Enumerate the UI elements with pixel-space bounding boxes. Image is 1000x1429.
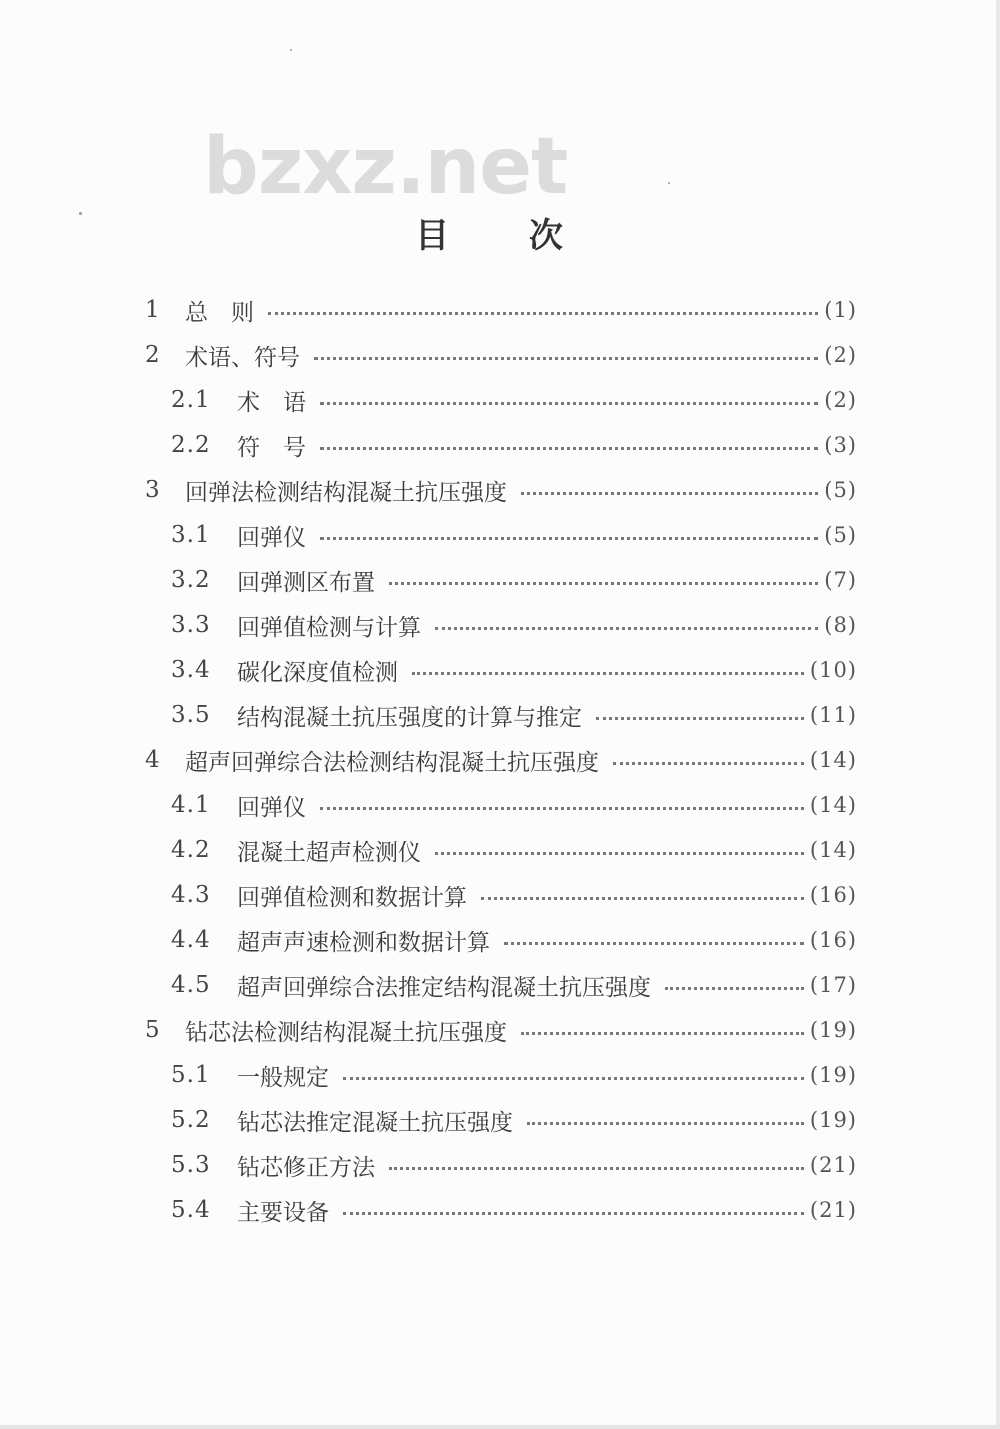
toc-page-number: (19) — [809, 1018, 857, 1042]
toc-entry-title: 钻芯法检测结构混凝土抗压强度 — [185, 1019, 507, 1046]
toc-entry-number: 4 — [145, 747, 161, 773]
toc-section-row[interactable] — [171, 1188, 857, 1232]
dot-leader — [268, 312, 818, 315]
toc-entry-title: 术 语 — [237, 389, 306, 416]
toc-entry-number: 2.1 — [171, 387, 211, 413]
toc-entry-title: 回弹值检测和数据计算 — [237, 884, 467, 911]
toc-section-row[interactable] — [171, 558, 857, 602]
dot-leader — [389, 582, 818, 585]
toc-entry-title: 超声回弹综合法推定结构混凝土抗压强度 — [237, 974, 651, 1001]
toc-entry-number: 1 — [145, 297, 161, 323]
toc-page-number: (1) — [824, 298, 857, 322]
dot-leader — [320, 447, 818, 450]
toc-entry-title: 结构混凝土抗压强度的计算与推定 — [237, 704, 582, 731]
dot-leader — [343, 1077, 804, 1080]
dot-leader — [435, 627, 818, 630]
watermark: bzxz.net — [203, 122, 568, 212]
toc-page-number: (19) — [809, 1108, 857, 1132]
toc-entry-number: 4.3 — [171, 882, 211, 908]
toc-entry-number: 4.5 — [171, 972, 211, 998]
toc-entry-number: 5.4 — [171, 1197, 211, 1223]
toc-entry-number: 3.2 — [171, 567, 211, 593]
toc-section-row[interactable] — [171, 648, 857, 692]
toc-page-number: (21) — [809, 1198, 857, 1222]
toc-page-number: (2) — [824, 343, 857, 367]
dot-leader — [320, 402, 818, 405]
scan-speck — [290, 49, 292, 51]
toc-page-number: (19) — [809, 1063, 857, 1087]
toc-section-row[interactable] — [171, 603, 857, 647]
toc-page-number: (17) — [809, 973, 857, 997]
toc-chapter-row[interactable] — [145, 468, 857, 512]
toc-entry-title: 回弹测区布置 — [237, 569, 375, 596]
dot-leader — [412, 672, 804, 675]
toc-section-row[interactable] — [171, 1143, 857, 1187]
toc-entry-number: 4.1 — [171, 792, 211, 818]
toc-entry-number: 3.3 — [171, 612, 211, 638]
dot-leader — [596, 717, 804, 720]
toc-page-number: (14) — [809, 838, 857, 862]
dot-leader — [521, 1032, 804, 1035]
toc-chapter-row[interactable] — [145, 738, 857, 782]
toc-entry-title: 碳化深度值检测 — [237, 659, 398, 686]
toc-section-row[interactable] — [171, 513, 857, 557]
page-edge-bottom — [0, 1425, 1000, 1429]
toc-section-row[interactable] — [171, 378, 857, 422]
toc-entry-title: 回弹法检测结构混凝土抗压强度 — [185, 479, 507, 506]
toc-entry-title: 术语、符号 — [185, 344, 300, 371]
page-title: 目 次 — [415, 216, 597, 256]
toc-entry-number: 3.5 — [171, 702, 211, 728]
toc-page-number: (11) — [809, 703, 857, 727]
dot-leader — [320, 537, 818, 540]
toc-page-number: (7) — [824, 568, 857, 592]
toc-chapter-row[interactable] — [145, 288, 857, 332]
toc-entry-title: 一般规定 — [237, 1064, 329, 1091]
toc-entry-title: 钻芯修正方法 — [237, 1154, 375, 1181]
toc-page-number: (14) — [809, 748, 857, 772]
dot-leader — [521, 492, 818, 495]
toc-page-number: (21) — [809, 1153, 857, 1177]
dot-leader — [665, 987, 804, 990]
toc-entry-number: 5.1 — [171, 1062, 211, 1088]
dot-leader — [343, 1212, 804, 1215]
dot-leader — [613, 762, 804, 765]
toc-section-row[interactable] — [171, 783, 857, 827]
toc-page-number: (5) — [824, 523, 857, 547]
toc-entry-number: 5 — [145, 1017, 161, 1043]
toc-section-row[interactable] — [171, 828, 857, 872]
toc-section-row[interactable] — [171, 423, 857, 467]
toc-entry-number: 4.2 — [171, 837, 211, 863]
toc-entry-number: 3.1 — [171, 522, 211, 548]
toc-entry-title: 回弹仪 — [237, 524, 306, 551]
toc-section-row[interactable] — [171, 963, 857, 1007]
toc-entry-number: 5.3 — [171, 1152, 211, 1178]
toc-entry-title: 回弹值检测与计算 — [237, 614, 421, 641]
toc-page-number: (16) — [809, 928, 857, 952]
dot-leader — [504, 942, 804, 945]
toc-section-row[interactable] — [171, 918, 857, 962]
toc-entry-number: 5.2 — [171, 1107, 211, 1133]
toc-page-number: (5) — [824, 478, 857, 502]
toc-entry-title: 总 则 — [185, 299, 254, 326]
toc-entry-number: 3 — [145, 477, 161, 503]
toc-entry-number: 2 — [145, 342, 161, 368]
toc-section-row[interactable] — [171, 1098, 857, 1142]
toc-page-number: (8) — [824, 613, 857, 637]
toc-section-row[interactable] — [171, 1053, 857, 1097]
toc-page-number: (10) — [809, 658, 857, 682]
toc-entry-title: 混凝土超声检测仪 — [237, 839, 421, 866]
toc-page-number: (16) — [809, 883, 857, 907]
toc-entry-number: 3.4 — [171, 657, 211, 683]
toc-entry-title: 钻芯法推定混凝土抗压强度 — [237, 1109, 513, 1136]
toc-chapter-row[interactable] — [145, 333, 857, 377]
toc-entry-title: 符 号 — [237, 434, 306, 461]
toc-section-row[interactable] — [171, 693, 857, 737]
toc-entry-title: 超声回弹综合法检测结构混凝土抗压强度 — [185, 749, 599, 776]
toc-section-row[interactable] — [171, 873, 857, 917]
dot-leader — [527, 1122, 804, 1125]
toc-chapter-row[interactable] — [145, 1008, 857, 1052]
toc-entry-number: 2.2 — [171, 432, 211, 458]
toc-entry-title: 主要设备 — [237, 1199, 329, 1226]
toc-page-number: (3) — [824, 433, 857, 457]
toc-entry-title: 超声声速检测和数据计算 — [237, 929, 490, 956]
dot-leader — [435, 852, 804, 855]
dot-leader — [481, 897, 804, 900]
toc-page-number: (14) — [809, 793, 857, 817]
scan-speck — [668, 182, 670, 184]
dot-leader — [314, 357, 818, 360]
toc-entry-number: 4.4 — [171, 927, 211, 953]
toc-entry-title: 回弹仪 — [237, 794, 306, 821]
dot-leader — [389, 1167, 804, 1170]
dot-leader — [320, 807, 804, 810]
toc-page-number: (2) — [824, 388, 857, 412]
